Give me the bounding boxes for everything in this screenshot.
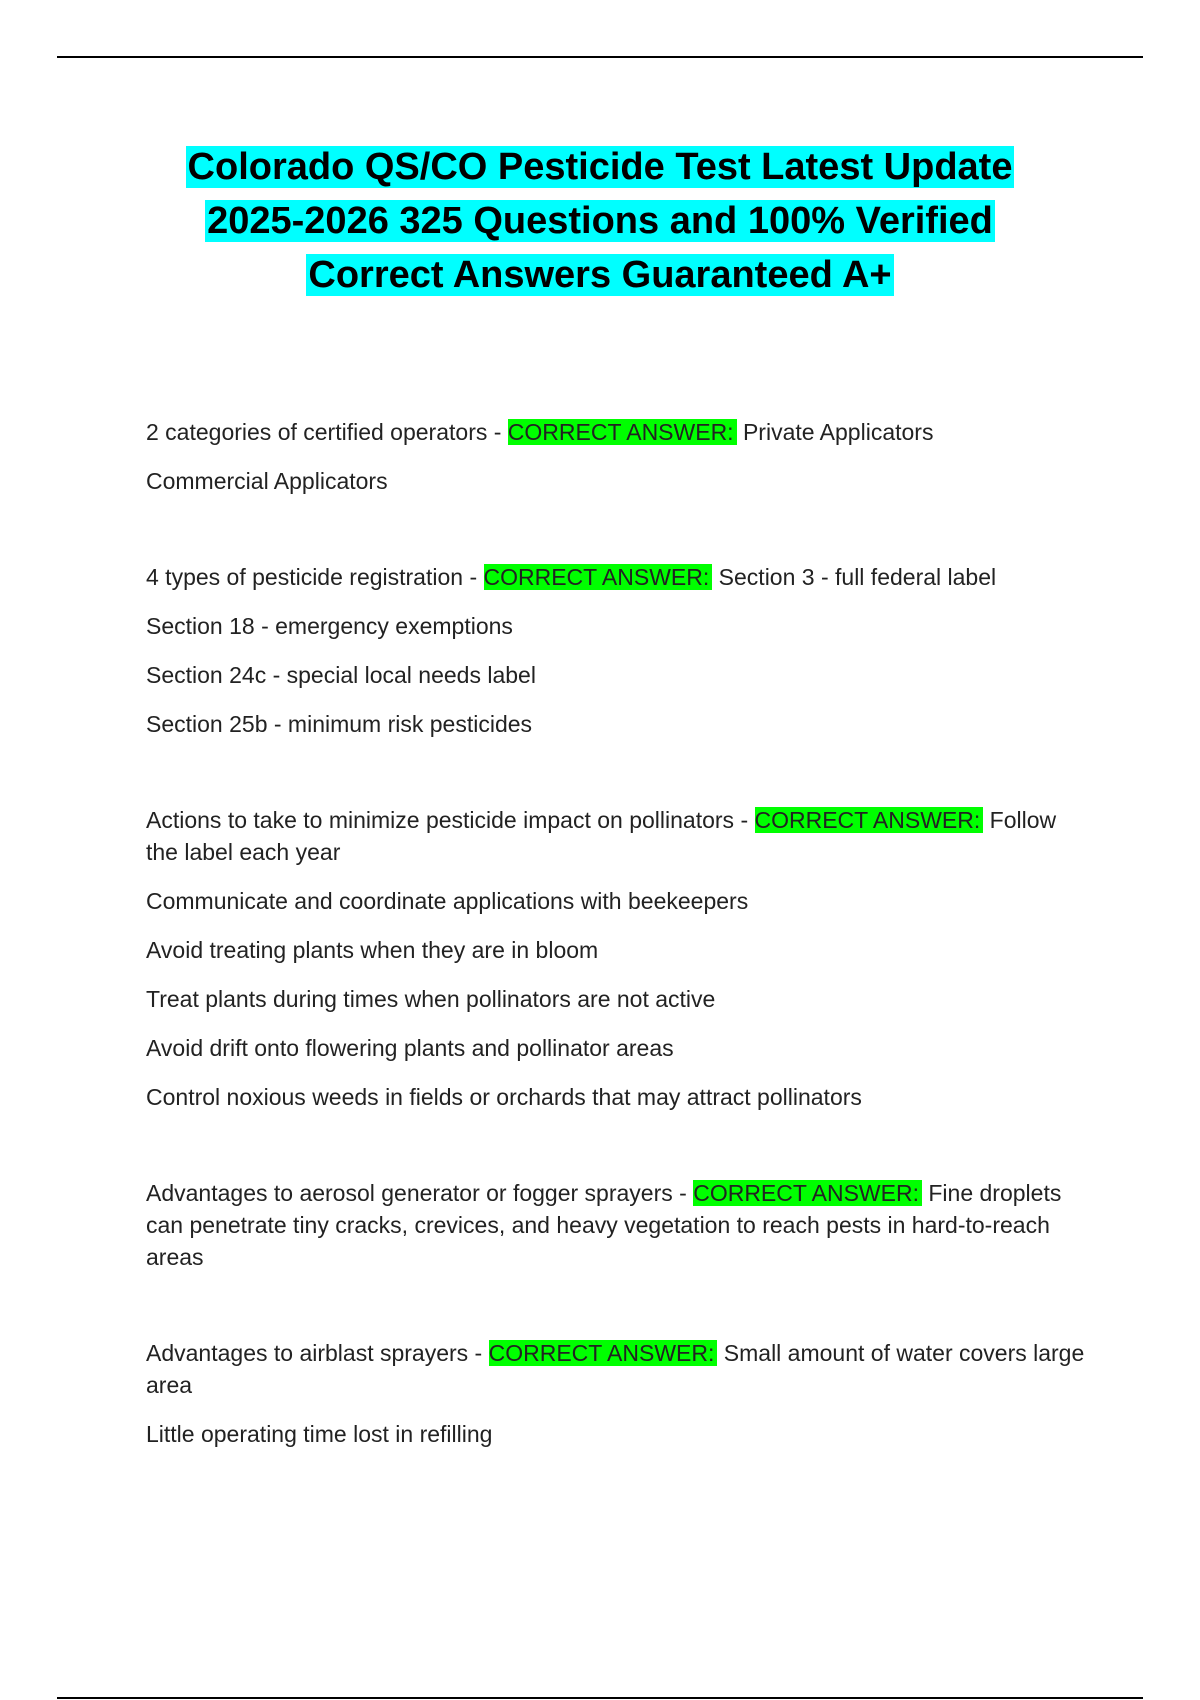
answer-text: Private Applicators xyxy=(742,419,934,445)
correct-answer-label: CORRECT ANSWER: xyxy=(693,1180,922,1206)
qa-question-line xyxy=(146,416,1086,448)
answer-text: Follow the label each year xyxy=(146,807,1057,865)
qa-question-line xyxy=(146,1177,1086,1273)
answer-text: Fine droplets can penetrate tiny cracks, crevices, and heavy vegetation to reach pests in hard-to-reach areas xyxy=(146,1180,1062,1270)
question-text: Actions to take to minimize pesticide impact on pollinators - xyxy=(146,807,755,833)
qa-item xyxy=(146,1177,1086,1273)
qa-list xyxy=(146,416,1086,1514)
qa-question-line xyxy=(146,1337,1086,1401)
question-text: 2 categories of certified operators - xyxy=(146,419,508,445)
correct-answer-label: CORRECT ANSWER: xyxy=(755,807,984,833)
answer-line: Section 25b - minimum risk pesticides xyxy=(146,711,533,737)
question-text: Advantages to airblast sprayers - xyxy=(146,1340,489,1366)
answer-line: Commercial Applicators xyxy=(146,468,388,494)
answer-line: Section 24c - special local needs label xyxy=(146,662,536,688)
top-rule xyxy=(57,56,1143,58)
answer-line: Avoid treating plants when they are in bloom xyxy=(146,937,599,963)
correct-answer-label: CORRECT ANSWER: xyxy=(508,419,737,445)
answer-line: Communicate and coordinate applications with beekeepers xyxy=(146,888,749,914)
answer-line: Section 18 - emergency exemptions xyxy=(146,613,513,639)
title-line-2: 2025-2026 325 Questions and 100% Verified xyxy=(207,200,993,242)
title-line-1: Colorado QS/CO Pesticide Test Latest Update xyxy=(187,146,1013,188)
answer-text: Small amount of water covers large area xyxy=(146,1340,1085,1398)
qa-item xyxy=(146,1337,1086,1450)
document-title xyxy=(100,140,1100,302)
qa-item xyxy=(146,416,1086,497)
answer-text: Section 3 - full federal label xyxy=(718,564,997,590)
answer-line: Little operating time lost in refilling xyxy=(146,1421,493,1447)
question-text: Advantages to aerosol generator or fogger sprayers - xyxy=(146,1180,694,1206)
qa-item xyxy=(146,561,1086,740)
answer-line: Control noxious weeds in fields or orchards that may attract pollinators xyxy=(146,1084,862,1110)
answer-line: Avoid drift onto flowering plants and pollinator areas xyxy=(146,1035,674,1061)
bottom-rule xyxy=(57,1697,1143,1699)
title-line-3: Correct Answers Guaranteed A+ xyxy=(308,254,892,296)
correct-answer-label: CORRECT ANSWER: xyxy=(484,564,713,590)
correct-answer-label: CORRECT ANSWER: xyxy=(489,1340,718,1366)
question-text: 4 types of pesticide registration - xyxy=(146,564,484,590)
qa-item xyxy=(146,804,1086,1113)
qa-question-line xyxy=(146,561,1086,593)
answer-line: Treat plants during times when pollinators are not active xyxy=(146,986,716,1012)
qa-question-line xyxy=(146,804,1086,868)
